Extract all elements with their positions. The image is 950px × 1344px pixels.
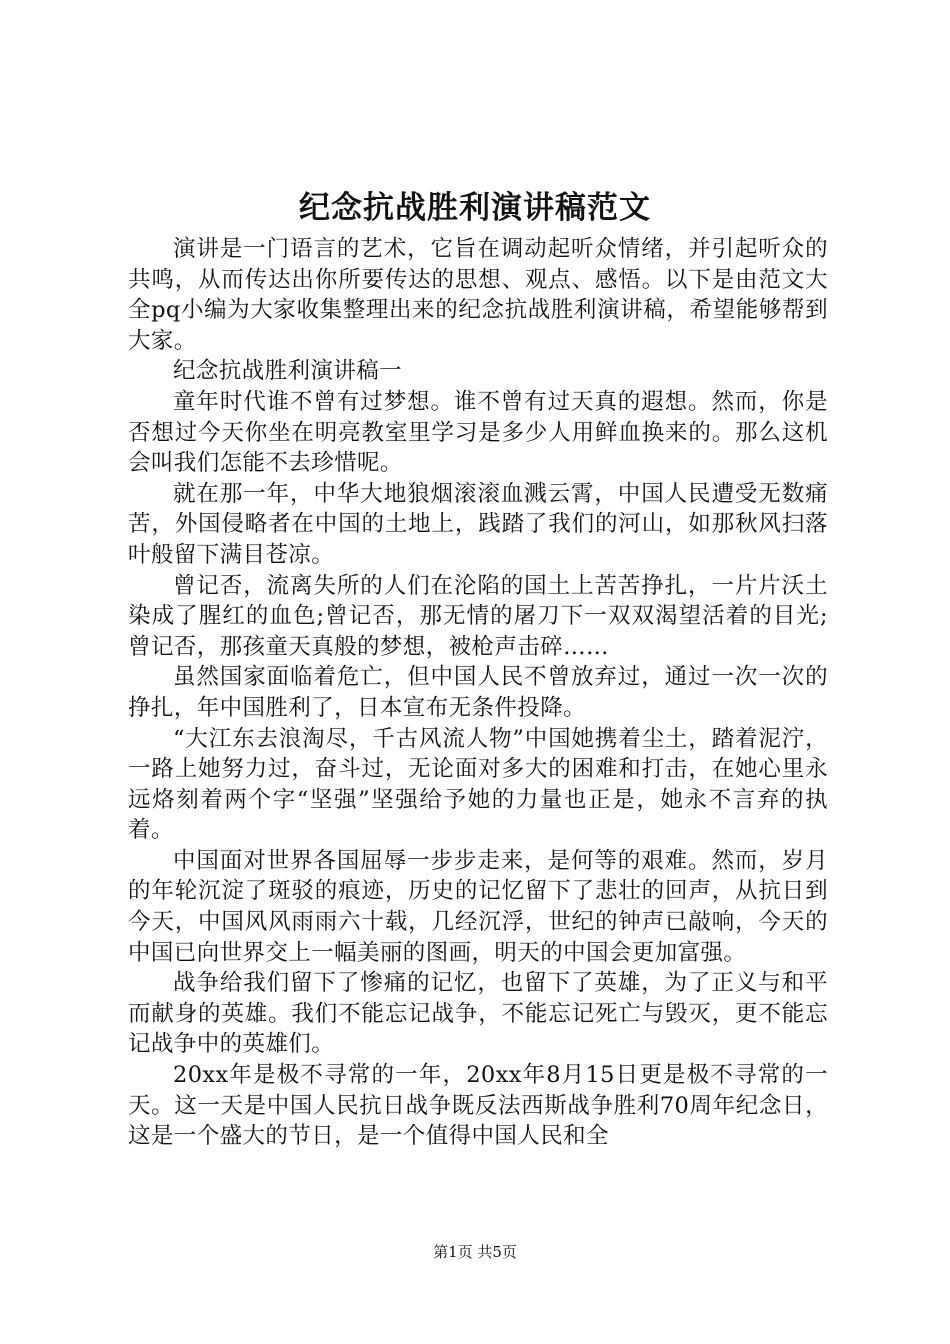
section-heading: 纪念抗战胜利演讲稿一: [173, 358, 403, 385]
paragraph: 曾记否，流离失所的人们在沦陷的国土上苦苦挣扎，一片片沃土染成了腥红的血色;曾记否，那无情的屠刀下一双双渴望活着的目光;曾记否，那孩童天真般的梦想，被枪声击碎……: [128, 572, 828, 660]
paragraph: 战争给我们留下了惨痛的记忆，也留下了英雄，为了正义与和平而献身的英雄。我们不能忘记战争，不能忘记死亡与毁灭，更不能忘记战争中的英雄们。: [128, 970, 828, 1058]
paragraph: 就在那一年，中华大地狼烟滚滚血溅云霄，中国人民遭受无数痛苦，外国侵略者在中国的土地上，践踏了我们的河山，如那秋风扫落叶般留下满目苍凉。: [128, 480, 828, 568]
paragraph: 中国面对世界各国屈辱一步步走来，是何等的艰难。然而，岁月的年轮沉淀了斑驳的痕迹，历史的记忆留下了悲壮的回声，从抗日到今天，中国风风雨雨六十载，几经沉浮，世纪的钟声已敲响，今天的中国已向世界交上一幅美丽的图画，明天的中国会更加富强。: [128, 847, 828, 966]
page-number-footer: 第1页 共5页: [433, 1243, 517, 1261]
paragraph-intro: 演讲是一门语言的艺术，它旨在调动起听众情绪，并引起听众的共鸣，从而传达出你所要传达的思想、观点、感悟。以下是由范文大全pq小编为大家收集整理出来的纪念抗战胜利演讲稿，希望能够帮到大家。: [128, 236, 828, 354]
paragraph: 虽然国家面临着危亡，但中国人民不曾放弃过，通过一次一次的挣扎，年中国胜利了，日本宣布无条件投降。: [128, 664, 828, 721]
document-body: [128, 234, 828, 1152]
paragraph: 童年时代谁不曾有过梦想。谁不曾有过天真的遐想。然而，你是否想过今天你坐在明亮教室里学习是多少人用鲜血换来的。那么这机会叫我们怎能不去珍惜呢。: [128, 388, 828, 477]
document-title: 纪念抗战胜利演讲稿范文: [299, 190, 651, 226]
paragraph: “大江东去浪淘尽，千古风流人物”中国她携着尘土，踏着泥泞，一路上她努力过，奋斗过，无论面对多大的困难和打击，在她心里永远烙刻着两个字“坚强”坚强给予她的力量也正是，她永不言弃的执着。: [128, 725, 828, 844]
paragraph: 20xx年是极不寻常的一年，20xx年8月15日更是极不寻常的一天。这一天是中国人民抗日战争既反法西斯战争胜利70周年纪念日，这是一个盛大的节日，是一个值得中国人民和全: [128, 1062, 828, 1150]
